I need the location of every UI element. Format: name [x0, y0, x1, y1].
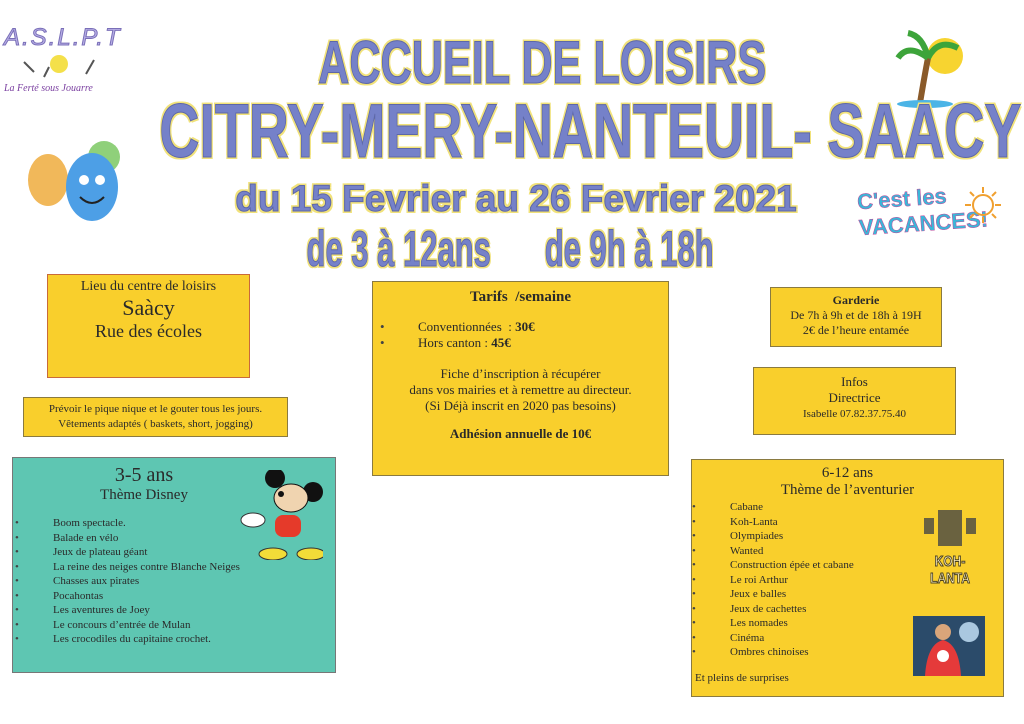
- group-6-12-theme: Thème de l’aventurier: [780, 482, 915, 498]
- info-role: Directrice: [828, 390, 881, 405]
- group-6-12-box: [691, 459, 1004, 697]
- activity-item: • Le roi Arthur: [730, 573, 1003, 588]
- title-line2-text: CITRY-MERY-NANTEUIL- SAACY: [159, 89, 1022, 174]
- title-line2: [0, 88, 1024, 175]
- daycare-title: Garderie: [832, 293, 880, 307]
- registration-note: [373, 366, 668, 414]
- group-3-5-ages: 3-5 ans: [114, 464, 174, 486]
- logo-subtitle: La Ferté sous Jouarre: [4, 83, 93, 94]
- activity-item: • Jeux de cachettes: [730, 602, 1003, 617]
- activity-item: • Balade en vélo: [53, 531, 335, 546]
- activity-item: • Jeux e balles: [730, 587, 1003, 602]
- pricing-item-label: Hors canton :: [418, 335, 492, 350]
- group-6-12-ages: 6-12 ans: [821, 465, 874, 481]
- bring-notice-line1: Prévoir le pique nique et le gouter tous les jours.: [48, 403, 263, 415]
- activity-item: • Pocahontas: [53, 589, 335, 604]
- title-line1-text: ACCUEIL DE LOISIRS: [317, 29, 767, 96]
- pricing-item-label: Conventionnées :: [418, 319, 516, 334]
- group-6-12-footer: Et pleins de surprises: [695, 671, 789, 684]
- activity-item: • Ombres chinoises: [730, 645, 1003, 660]
- opening-hours-text: de 9h à 18h: [544, 221, 714, 277]
- activity-item: • Le concours d’entrée de Mulan: [53, 618, 335, 633]
- activity-item: • Jeux de plateau géant: [53, 545, 335, 560]
- age-range: [250, 220, 520, 278]
- activity-item: • La reine des neiges contre Blanche Neiges: [53, 560, 335, 575]
- age-range-text: de 3 à 12ans: [306, 221, 491, 277]
- activity-item: • Les aventures de Joey: [53, 603, 335, 618]
- activity-item: • Cabane: [730, 500, 1003, 515]
- logo-name: A.S.L.P.T: [4, 24, 122, 51]
- daycare-price: 2€ de l’heure entamée: [802, 323, 910, 337]
- activity-item: • Chasses aux pirates: [53, 574, 335, 589]
- pricing-item: [418, 335, 668, 351]
- mickey-mouse-icon: [233, 470, 323, 560]
- info-box: [753, 367, 956, 435]
- group-3-5-theme: Thème Disney: [100, 487, 188, 503]
- bring-notice-box: [23, 397, 288, 437]
- pricing-box: [372, 281, 669, 476]
- pricing-title: Tarifs /semaine: [469, 289, 572, 305]
- bring-notice-line2: Vêtements adaptés ( baskets, short, jogging): [58, 418, 253, 430]
- title-line1: [0, 28, 1024, 97]
- date-range-text: du 15 Fevrier au 26 Fevrier 2021: [235, 178, 797, 219]
- totem-icon: [910, 508, 990, 548]
- location-label: Lieu du centre de loisirs: [80, 279, 217, 294]
- pricing-item: [418, 319, 668, 335]
- koh-lanta-text: KOH-LANTA: [930, 553, 970, 587]
- activity-item: • Olympiades: [730, 529, 1003, 544]
- superhero-image: [913, 616, 985, 676]
- group-3-5-box: [12, 457, 336, 673]
- activity-item: • Les crocodiles du capitaine crochet.: [53, 632, 335, 647]
- info-contact: Isabelle 07.82.37.75.40: [803, 408, 906, 420]
- activity-item: • Cinéma: [730, 631, 1003, 646]
- daycare-hours: De 7h à 9h et de 18h à 19H: [790, 308, 922, 322]
- info-title: Infos: [841, 374, 868, 389]
- registration-note-line2: dans vos mairies et à remettre au directeur.: [409, 382, 632, 397]
- location-box: [47, 274, 250, 378]
- vacances-text: C'est les VACANCES!: [856, 183, 989, 241]
- daycare-box: [770, 287, 942, 347]
- activity-item: • Koh-Lanta: [730, 515, 1003, 530]
- pricing-item-price: 45€: [491, 335, 511, 350]
- registration-note-line3: (Si Déjà inscrit en 2020 pas besoins): [425, 398, 616, 413]
- activity-item: • Wanted: [730, 544, 1003, 559]
- activity-item: • Construction épée et cabane: [730, 558, 1003, 573]
- activity-item: • Boom spectacle.: [53, 516, 335, 531]
- location-city: Saàcy: [122, 295, 175, 320]
- location-street: Rue des écoles: [95, 321, 202, 341]
- activity-item: • Les nomades: [730, 616, 1003, 631]
- koh-lanta-logo: [910, 508, 990, 587]
- annual-membership: Adhésion annuelle de 10€: [449, 426, 592, 441]
- pricing-list: [373, 319, 668, 351]
- pricing-item-price: 30€: [515, 319, 535, 334]
- registration-note-line1: Fiche d’inscription à récupérer: [440, 366, 601, 381]
- date-range: [0, 178, 1024, 220]
- opening-hours: [493, 220, 763, 278]
